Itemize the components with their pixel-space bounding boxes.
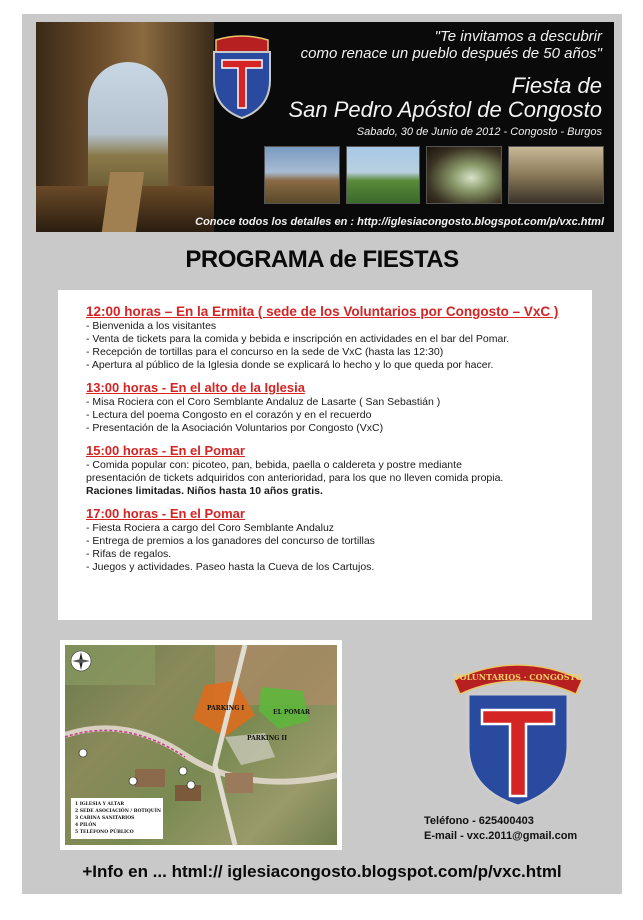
section-1700 [86,506,576,574]
section-1500 [86,443,576,498]
section-heading: 13:00 horas - En el alto de la Iglesia [86,380,305,395]
program-title: PROGRAMA de FIESTAS [185,246,459,273]
cave-photo [426,146,502,204]
shield-logo-icon [208,34,276,120]
pomar-label: EL POMAR [273,709,310,716]
program-line: - Juegos y actividades. Paseo hasta la Cueva de los Cartujos. [86,561,375,573]
aerial-map [60,640,342,850]
legend-item: 2 SEDE ASOCIACIÓN / BOTIQUÍN [75,809,161,814]
program-line: - Apertura al público de la Iglesia donde se explicará lo hecho y lo que queda por hacer. [86,359,494,371]
legend-item: 5 TELÉFONO PÚBLICO [75,830,134,835]
parking-2-label: PARKING II [247,735,288,742]
church-photo [264,146,340,204]
program-line: - Presentación de la Asociación Voluntarios por Congosto (VxC) [86,422,384,434]
event-date: Sabado, 30 de Junio de 2012 - Congosto - Burgos [356,126,602,138]
legend-item: 1 IGLESIA Y ALTAR [75,802,125,807]
details-link[interactable]: Conoce todos los detalles en : http://iglesiacongosto.blogspot.com/p/vxc.html [195,216,604,228]
program-box [58,290,592,620]
parking-1-label: PARKING I [207,705,245,712]
group-photo [508,146,604,204]
program-line: - Rifas de regalos. [86,548,172,560]
section-heading: 17:00 horas - En el Pomar [86,506,245,521]
program-line: - Venta de tickets para la comida y bebida e inscripción en actividades en el bar del Pomar. [86,333,510,345]
mass-photo [346,146,420,204]
footer-info-link[interactable]: +Info en ... html:// iglesiacongosto.blogspot.com/p/vxc.html [82,862,562,881]
program-line: Raciones limitadas. Niños hasta 10 años gratis. [86,485,323,497]
doorway-photo [36,22,214,232]
program-line: - Bienvenida a los visitantes [86,320,217,332]
section-1300 [86,380,576,435]
map-legend [71,798,163,839]
header-banner [36,22,614,232]
association-logo-icon [448,650,588,810]
legend-item: 4 PILÓN [75,823,97,828]
fiesta-title: Fiesta de San Pedro Apóstol de Congosto [288,73,602,122]
poster [22,14,622,894]
email-text[interactable]: E-mail - vxc.2011@gmail.com [424,830,578,842]
program-line: - Fiesta Rociera a cargo del Coro Semblante Andaluz [86,522,335,534]
program-line: - Comida popular con: picoteo, pan, bebida, paella o caldereta y postre mediante [86,459,462,471]
photo-strip [264,146,608,206]
phone-text: Teléfono - 625400403 [424,815,534,827]
program-line: presentación de tickets adquiridos con anterioridad, para los que no lleven comida propia. [86,472,504,484]
program-line: - Entrega de premios a los ganadores del concurso de tortillas [86,535,375,547]
invitation-quote: "Te invitamos a descubrir como renace un pueblo después de 50 años" [300,28,602,62]
legend-item: 3 CABINA SANITARIOS [75,816,135,821]
section-1200 [86,304,576,372]
section-heading: 15:00 horas - En el Pomar [86,443,245,458]
contact-info [424,814,577,844]
program-line: - Recepción de tortillas para el concurso en la sede de VxC (hasta las 12:30) [86,346,444,358]
program-line: - Misa Rociera con el Coro Semblante Andaluz de Lasarte ( San Sebastián ) [86,396,441,408]
program-line: - Lectura del poema Congosto en el corazón y en el recuerdo [86,409,372,421]
logo-text: VOLUNTARIOS · CONGOSTO [453,672,583,682]
section-heading: 12:00 horas – En la Ermita ( sede de los Voluntarios por Congosto – VxC ) [86,304,559,319]
